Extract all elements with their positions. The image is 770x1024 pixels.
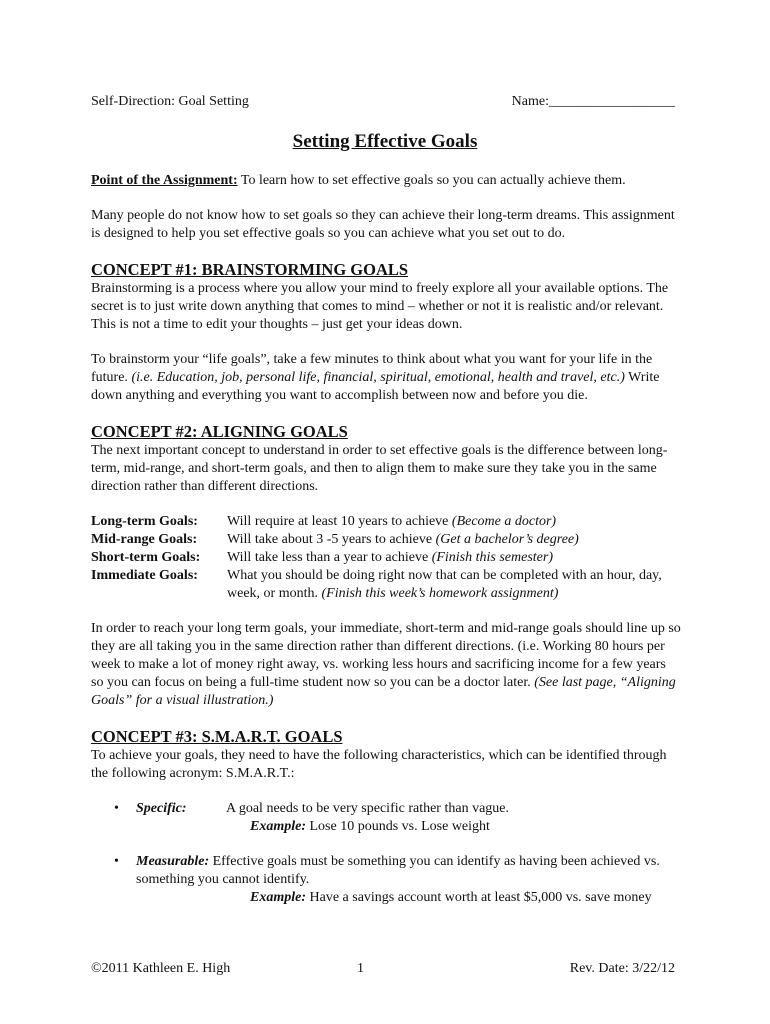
goal-desc: What you should be doing right now that can be completed with an hour, day, week, or month. (Finish this week’s homework assignment) [227,568,662,601]
document-body [91,172,681,924]
point-of-assignment [91,172,681,190]
goal-desc: Will require at least 10 years to achieve (Become a doctor) [227,514,557,529]
concept-3 [91,727,681,907]
goal-desc: Will take about 3 -5 years to achieve (Get a bachelor’s degree) [227,532,579,547]
concept-2-p2-italic: (See last page, “Aligning Goals” for a visual illustration.) [91,675,676,708]
bullet-icon: • [114,854,119,869]
page-number: 1 [357,961,364,976]
goals-table [91,513,681,603]
concept-1-p2-italic: (i.e. Education, job, personal life, financial, spiritual, emotional, health and travel, etc.) [131,370,625,385]
concept-3-paragraph-1: To achieve your goals, they need to have the following characteristics, which can be identified through the following acronym: S.M.A.R.T.: [91,748,667,781]
goal-term: Short-term Goals: [91,550,201,565]
concept-1-heading: CONCEPT #1: BRAINSTORMING GOALS [91,260,409,279]
concept-2-paragraph-1: The next important concept to understand in order to set effective goals is the difference between long-term, mid-range, and short-term goals, and then to align them to make sure they take you in the same direction rather than different directions. [91,443,668,494]
bullet-text: A goal needs to be very specific rather than vague. [226,801,510,816]
goal-term: Mid-range Goals: [91,532,198,547]
revision-date: Rev. Date: 3/22/12 [569,961,675,976]
goal-row [91,531,681,549]
bullet-example: Example: Lose 10 pounds vs. Lose weight [250,819,490,834]
point-text: To learn how to set effective goals so you can actually achieve them. [237,173,626,188]
point-label: Point of the Assignment: [91,173,238,188]
bullet-label: Measurable: [136,854,210,869]
concept-2-p2-text: In order to reach your long term goals, your immediate, short-term and mid-range goals should line up so they are all taking you in the same direction rather than different directions. (i.e. Working 80 hours per week to make a lot of money right away, vs. working less hours and sacrificing income for a few years so you can focus on being a full-time student now so you can be a doctor later. [91,621,681,690]
course-title: Self-Direction: Goal Setting [91,94,249,109]
concept-2-heading: CONCEPT #2: ALIGNING GOALS [91,422,348,441]
intro-paragraph: Many people do not know how to set goals so they can achieve their long-term dreams. This assignment is designed to help you set effective goals so you can achieve what you set out to do. [91,208,675,241]
bullet-icon: • [114,801,119,816]
goal-row [91,549,681,567]
bullet-example: Example: Have a savings account worth at least $5,000 vs. save money [250,890,652,905]
smart-bullet-measurable [114,853,681,907]
concept-1-paragraph-1: Brainstorming is a process where you allow your mind to freely explore all your available options. The secret is to just write down anything that comes to mind – whether or not it is realistic and/or relevant. This is not a time to edit your thoughts – just get your ideas down. [91,281,669,332]
smart-bullet-specific [114,800,681,836]
goal-row [91,513,681,531]
bullet-label: Specific: [136,801,187,816]
concept-1-p2-text-end: Write down anything and everything you want to accomplish between now and before you die. [91,370,660,403]
concept-2-paragraph-2 [91,620,681,710]
concept-1-paragraph-2 [91,351,681,405]
concept-3-heading: CONCEPT #3: S.M.A.R.T. GOALS [91,727,343,746]
goal-term: Immediate Goals: [91,568,198,583]
document-title: Setting Effective Goals [292,131,478,152]
name-field: Name:__________________ [511,94,675,109]
concept-1-p2-text: To brainstorm your “life goals”, take a few minutes to think about what you want for your life in the future. [91,352,653,385]
copyright: ©2011 Kathleen E. High [91,961,231,976]
goal-desc: Will take less than a year to achieve (Finish this semester) [227,550,554,565]
goal-term: Long-term Goals: [91,514,198,529]
bullet-text: Effective goals must be something you can identify as having been achieved vs. something you cannot identify. [136,854,660,887]
concept-1 [91,260,681,405]
concept-2 [91,422,681,710]
goal-row [91,567,681,603]
